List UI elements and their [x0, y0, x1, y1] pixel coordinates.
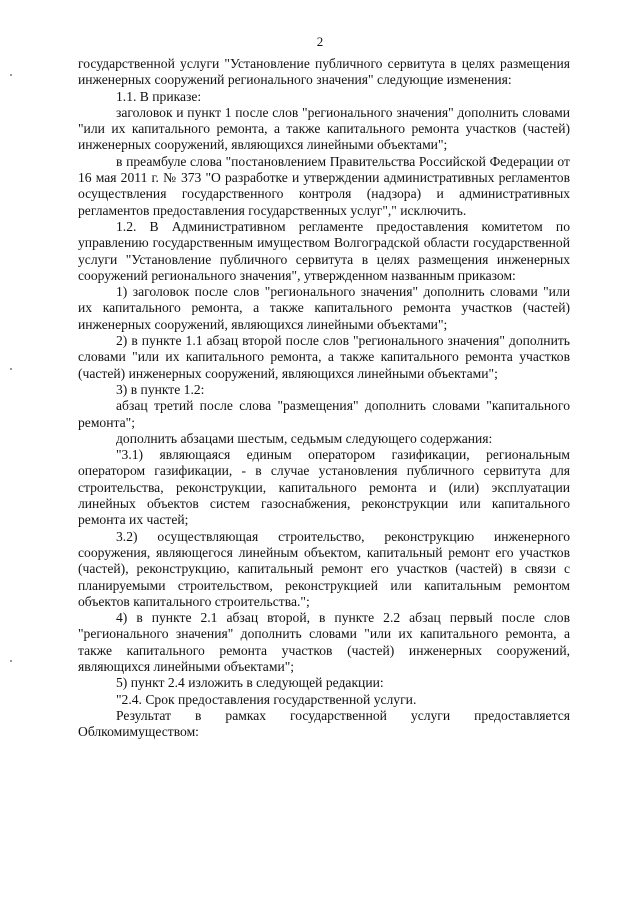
paragraph: Результат в рамках государственной услуги предоставляется Облкомимуществом: [78, 707, 570, 740]
paragraph: 1.2. В Административном регламенте предоставления комитетом по управлению государственным имуществом Волгоградской области государственной услуги "Установление публичного сервитута в целях размещения инженерных сооружений регионального значения", утвержденном названным приказом: [78, 218, 570, 283]
paragraph: 3) в пункте 1.2: [116, 381, 205, 397]
page-number: 2 [316, 34, 324, 49]
paragraph: 2) в пункте 1.1 абзац второй после слов "регионального значения" дополнить словами "или их капитального ремонта, а также капитального ремонта участков (частей) инженерных сооружений, являющихся линейными объектами"; [78, 333, 570, 381]
paragraph: 4) в пункте 2.1 абзац второй, в пункте 2.2 абзац первый после слов "регионального значения" дополнить словами "или их капитального ремонта, а также капитального ремонта участков (частей) инженерных сооружений, являющихся линейными объектами"; [78, 610, 570, 674]
paragraph: дополнить абзацами шестым, седьмым следующего содержания: [116, 430, 493, 446]
paragraph: "3.1) являющаяся единым оператором газификации, региональным оператором газификации, - в случае установления публичного сервитута для строительства, реконструкции, капитального ремонта и (или) эксплуатации линейных объектов систем газоснабжения, реконструкции или капитального ремонта их частей; [78, 447, 570, 528]
paragraph: государственной услуги "Установление публичного сервитута в целях размещения инженерных сооружений регионального значения" следующие изменения: [78, 56, 570, 88]
paragraph: "2.4. Срок предоставления государственной услуги. [116, 691, 417, 707]
paragraph: абзац третий после слова "размещения" дополнить словами "капитального ремонта"; [78, 398, 570, 430]
margin-mark [10, 74, 12, 76]
paragraph: 1.1. В приказе: [116, 88, 202, 104]
paragraph: 3.2) осуществляющая строительство, реконструкцию инженерного сооружения, являющегося линейным объектом, капитальный ремонт его участков (частей), реконструкцию, капитальный ремонт его участков (частей) в связи с планируемыми строительством, реконструкцией или капитальным ремонтом объектов капитального строительства."; [78, 528, 570, 609]
paragraph: 1) заголовок после слов "регионального значения" дополнить словами "или их капитального ремонта, а также капитального ремонта участков (частей) инженерных сооружений, являющихся линейными объектами"; [78, 284, 570, 332]
paragraph: заголовок и пункт 1 после слов "регионального значения" дополнить словами "или их капитального ремонта, а также капитального ремонта участков (частей) инженерных сооружений, являющихся линейными объектами"; [78, 104, 570, 153]
paragraph: в преамбуле слова "постановлением Правительства Российской Федерации от 16 мая 2011 г. № 373 "О разработке и утверждении административных регламентов осуществления государственного контроля (надзора) и административных регламентов предоставления государственных услуг"," исключить. [78, 153, 570, 218]
document-body [78, 56, 570, 740]
margin-mark [10, 660, 12, 662]
paragraph: 5) пункт 2.4 изложить в следующей редакции: [116, 675, 384, 691]
margin-mark [10, 368, 12, 370]
